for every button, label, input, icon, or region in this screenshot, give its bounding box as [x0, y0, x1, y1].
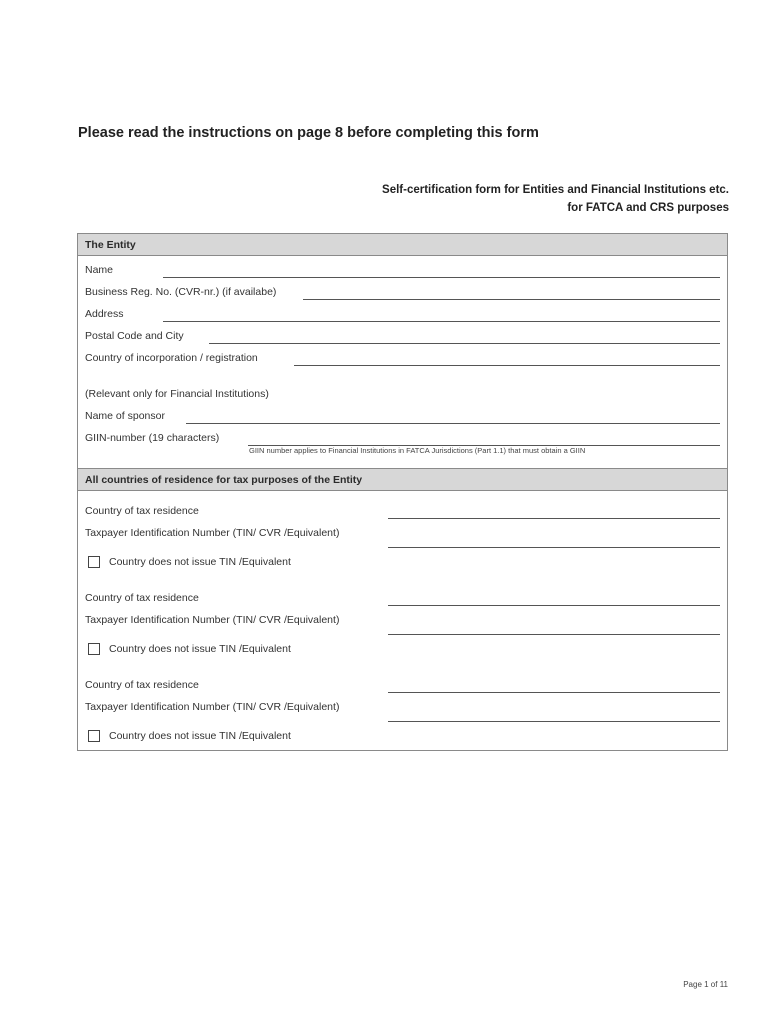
residence-section-header: All countries of residence for tax purposes of the Entity	[78, 469, 727, 491]
postal-city-label: Postal Code and City	[85, 330, 184, 342]
entity-section	[77, 233, 728, 469]
tin-field[interactable]	[388, 721, 720, 722]
form-title-line2: for FATCA and CRS purposes	[567, 202, 729, 214]
name-field[interactable]	[163, 277, 720, 278]
tax-country-label: Country of tax residence	[85, 679, 199, 691]
giin-label: GIIN-number (19 characters)	[85, 432, 220, 444]
no-tin-label: Country does not issue TIN /Equivalent	[109, 730, 291, 742]
business-reg-field[interactable]	[303, 299, 720, 300]
country-incorporation-field[interactable]	[294, 365, 720, 366]
tin-label: Taxpayer Identification Number (TIN/ CVR /Equivalent)	[85, 614, 340, 626]
relevant-note: (Relevant only for Financial Institutions)	[85, 388, 269, 400]
business-reg-label: Business Reg. No. (CVR-nr.) (if availabe)	[85, 286, 277, 298]
no-tin-label: Country does not issue TIN /Equivalent	[109, 643, 291, 655]
country-incorporation-label: Country of incorporation / registration	[85, 352, 258, 364]
giin-note: GIIN number applies to Financial Institutions in FATCA Jurisdictions (Part 1.1) that must obtain a GIIN	[249, 446, 586, 455]
no-tin-checkbox[interactable]	[88, 643, 100, 655]
no-tin-checkbox[interactable]	[88, 556, 100, 568]
tin-label: Taxpayer Identification Number (TIN/ CVR /Equivalent)	[85, 701, 340, 713]
page-number: Page 1 of 11	[683, 980, 728, 989]
entity-section-header: The Entity	[78, 234, 727, 256]
address-label: Address	[85, 308, 124, 320]
form-title-line1: Self-certification form for Entities and Financial Institutions etc.	[382, 184, 729, 196]
tin-label: Taxpayer Identification Number (TIN/ CVR /Equivalent)	[85, 527, 340, 539]
tax-country-field[interactable]	[388, 605, 720, 606]
postal-city-field[interactable]	[209, 343, 720, 344]
form-title	[382, 181, 729, 217]
name-label: Name	[85, 264, 114, 276]
tax-country-field[interactable]	[388, 692, 720, 693]
sponsor-field[interactable]	[186, 423, 720, 424]
sponsor-label: Name of sponsor	[85, 410, 165, 422]
tin-field[interactable]	[388, 547, 720, 548]
tax-country-label: Country of tax residence	[85, 505, 199, 517]
residence-section	[77, 468, 728, 751]
tin-field[interactable]	[388, 634, 720, 635]
tax-country-field[interactable]	[388, 518, 720, 519]
instructions-heading: Please read the instructions on page 8 before completing this form	[78, 125, 539, 141]
no-tin-label: Country does not issue TIN /Equivalent	[109, 556, 291, 568]
address-field[interactable]	[163, 321, 720, 322]
tax-country-label: Country of tax residence	[85, 592, 199, 604]
no-tin-checkbox[interactable]	[88, 730, 100, 742]
